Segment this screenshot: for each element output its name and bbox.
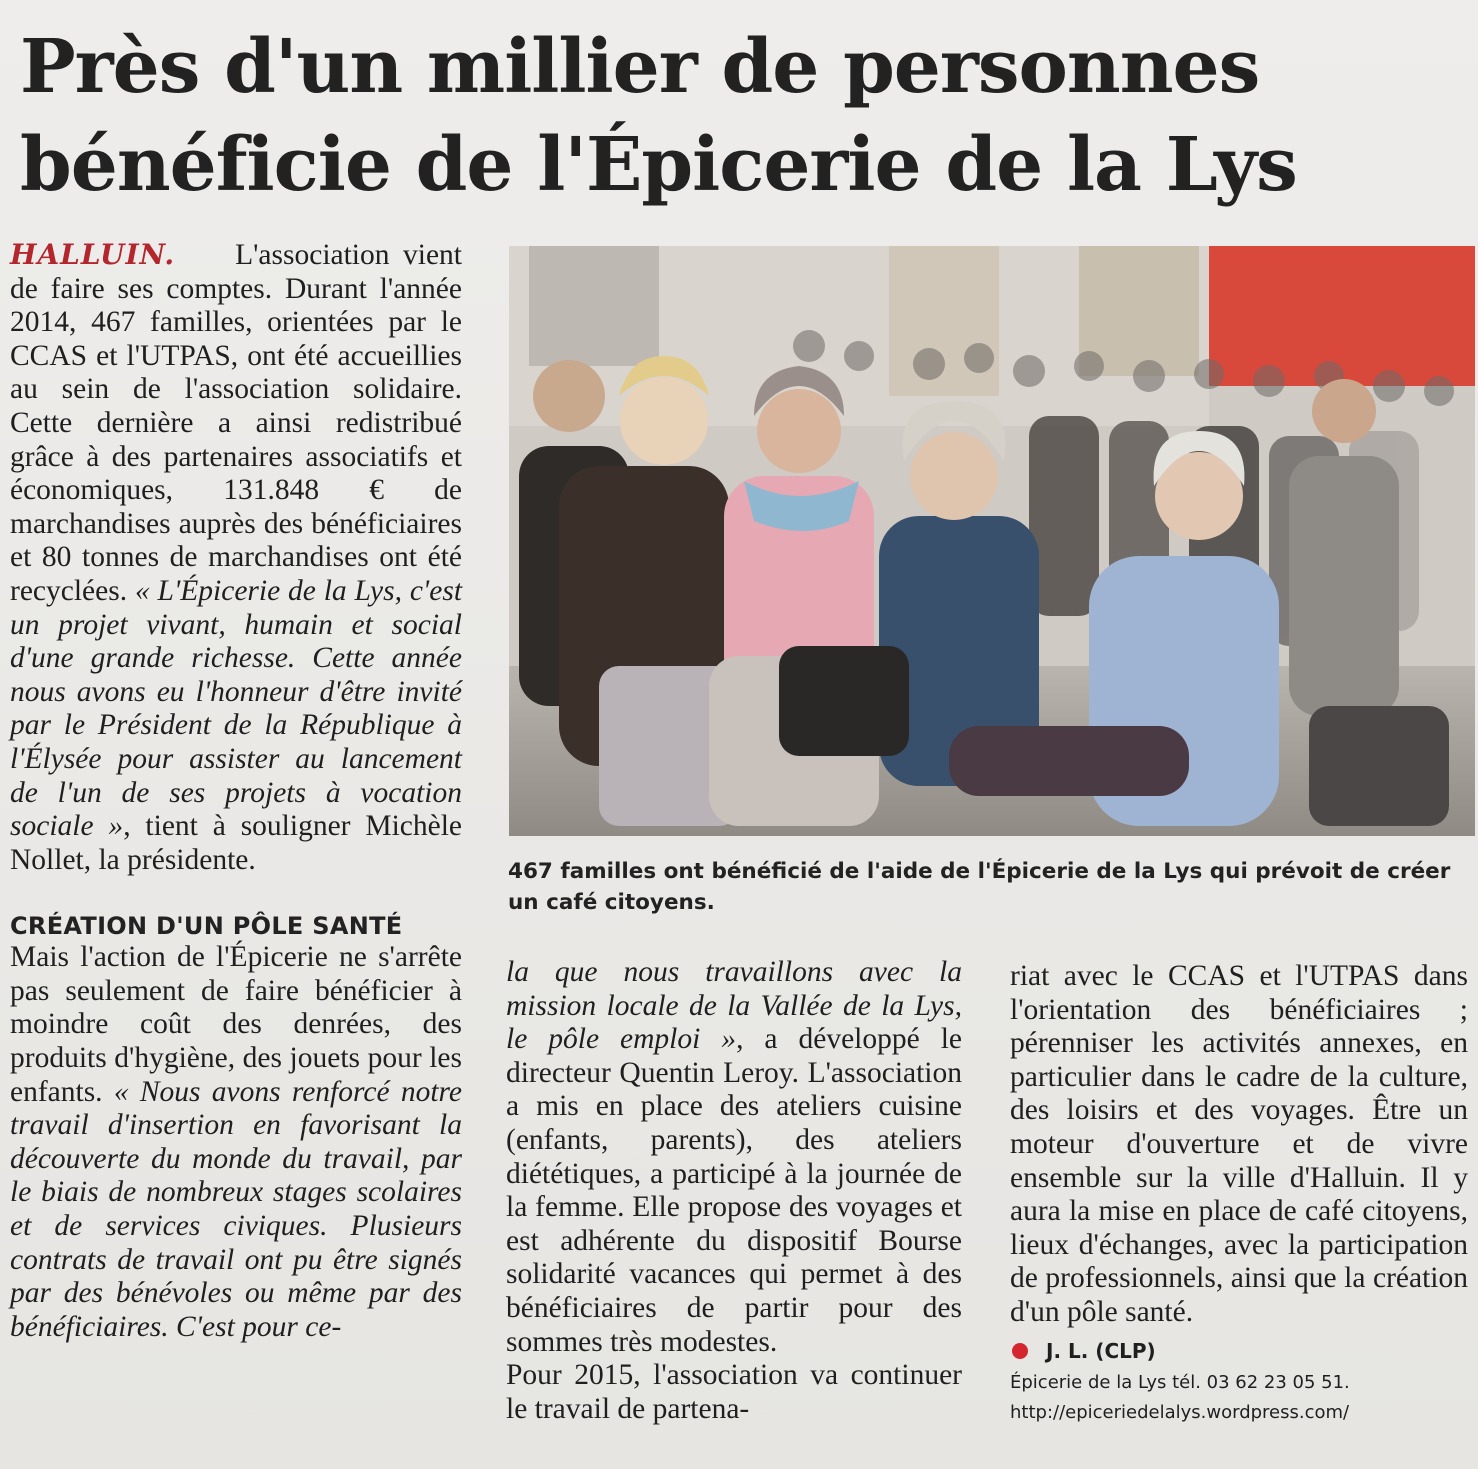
headline bbox=[20, 18, 1460, 214]
headline-line-2: bénéficie de l'Épicerie de la Lys bbox=[20, 122, 1297, 208]
event-photo bbox=[509, 246, 1475, 836]
column-1 bbox=[10, 238, 462, 1344]
bullet-icon bbox=[1012, 1343, 1028, 1359]
paragraph-2 bbox=[10, 941, 462, 1344]
dateline: HALLUIN. bbox=[10, 238, 176, 271]
lead-paragraph bbox=[10, 238, 462, 877]
lead-text: L'association vient de faire ses comptes. Durant l'année 2014, 467 familles, orientées par le CCAS et l'UTPAS, ont été accueillies au sein de l'association solidaire. Cette dernière a ainsi redistribué grâce à des partenaires associatifs et économiques, 131.848 € de marchandises auprès des bénéficiaires et 80 tonnes de marchandises ont été recyclées. bbox=[10, 239, 462, 607]
subhead: CRÉATION D'UN PÔLE SANTÉ bbox=[10, 912, 403, 941]
quote-1: « L'Épicerie de la Lys, c'est un projet vivant, humain et social d'une grande richesse. Cette année nous avons eu l'honneur d'être invité par le Président de la République à l'Élysée pour assister au lancement de l'un de ses projets à vocation sociale » bbox=[10, 574, 463, 843]
quote-1-attribution: , tient à souligner Michèle Nollet, la présidente. bbox=[10, 810, 463, 876]
quote-2-part-2: la que nous travaillons avec la mission locale de la Vallée de la Lys, le pôle emploi » bbox=[506, 956, 962, 1056]
paragraph-4: Pour 2015, l'association va continuer le travail de partena- bbox=[506, 1359, 962, 1425]
paragraph-3 bbox=[506, 956, 962, 1359]
paragraph-2-text: Mais l'action de l'Épicerie ne s'arrête pas seulement de faire bénéficier à moindre coût des denrées, des produits d'hygiène, des jouets pour les enfants. bbox=[10, 941, 462, 1108]
paragraph-4-continued: riat avec le CCAS et l'UTPAS dans l'orientation des bénéficiaires ; pérenniser les activités annexes, en particulier dans le cadre de la culture, des loisirs et des voyages. Être un moteur d'ouverture et de vivre ensemble sur la ville d'Halluin. Il y aura la mise en place de café citoyens, lieux d'échanges, avec la participation de professionnels, ainsi que la création d'un pôle santé. bbox=[1010, 960, 1468, 1328]
column-2 bbox=[506, 956, 962, 1426]
column-3 bbox=[1010, 960, 1468, 1428]
headline-line-1: Près d'un millier de personnes bbox=[20, 24, 1260, 110]
paragraph-3-text: , a développé le directeur Quentin Leroy. L'association a mis en place des ateliers cuisine (enfants, parents), des ateliers diététiques, a participé à la journée de la femme. Elle propose des voyages et est adhérente du dispositif Bourse solidarité vacances qui permet à des bénéficiaires de partir pour des sommes très modestes. bbox=[506, 1023, 962, 1358]
signature-text: J. L. (CLP) bbox=[1046, 1338, 1156, 1363]
signature bbox=[1010, 1334, 1468, 1368]
contact-info: Épicerie de la Lys tél. 03 62 23 05 51. http://epiceriedelalys.wordpress.com/ bbox=[1010, 1371, 1350, 1423]
photo-illustration bbox=[509, 246, 1475, 836]
photo-caption: 467 familles ont bénéficié de l'aide de l'Épicerie de la Lys qui prévoit de créer un café citoyens. bbox=[508, 859, 1451, 915]
quote-2-part-1: « Nous avons renforcé notre travail d'insertion en favorisant la découverte du monde du travail, par le biais de nombreux stages scolaires et de services civiques. Plusieurs contrats de travail ont pu être signés par des bénévoles ou même par des bénéficiaires. C'est pour ce- bbox=[10, 1075, 463, 1343]
